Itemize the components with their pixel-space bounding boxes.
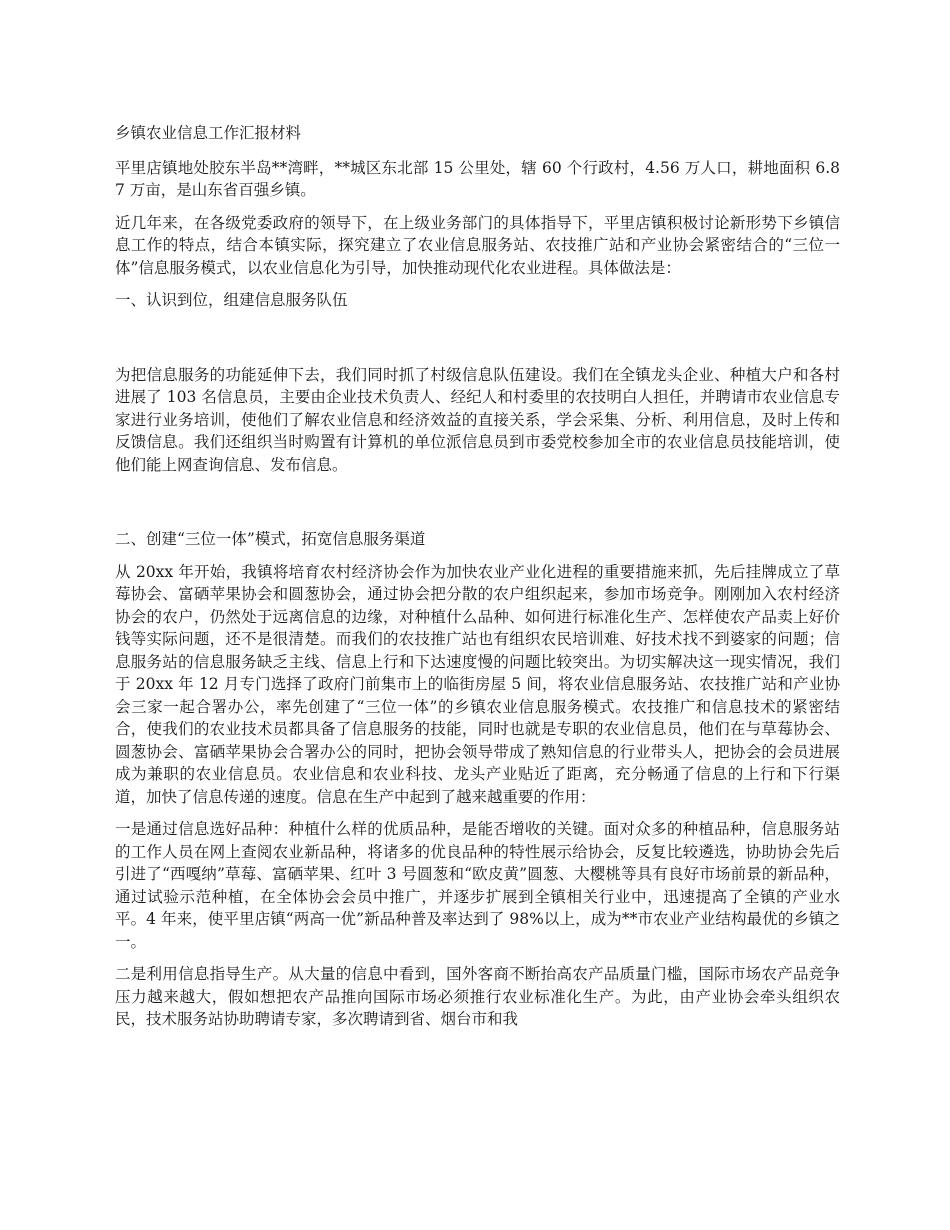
spacer bbox=[115, 486, 840, 528]
paragraph-select-varieties: 一是通过信息选好品种：种植什么样的优质品种，是能否增收的关键。面对众多的种植品种，信息服务站的工作人员在网上查阅农业新品种，将诸多的优良品种的特性展示给协会，反复比较遴选，协助协会先后引进了“西嘎纳”草莓、富硒苹果、红叶 3 号圆葱和“欧皮黄”圆葱、大樱桃等具有良好市场前景的新品种，通过试验示范种植，在全体协会会员中推广，并逐步扩展到全镇相关行业中，迅速提高了全镇的产业水平。4 年来，使平里店镇“两高一优”新品种普及率达到了 98%以上，成为**市农业产业结构最优的乡镇之一。 bbox=[115, 820, 840, 951]
paragraph-info-team: 为把信息服务的功能延伸下去，我们同时抓了村级信息队伍建设。我们在全镇龙头企业、种植大户和各村进展了 103 名信息员，主要由企业技术负责人、经纪人和村委里的农技明白人担任，并聘请市农业信息专家进行业务培训，使他们了解农业信息和经济效益的直接关系，学会采集、分析、利用信息，及时上传和反馈信息。我们还组织当时购置有计算机的单位派信息员到市委党校参加全市的农业信息员技能培训，使他们能上网查询信息、发布信息。 bbox=[115, 365, 840, 474]
paragraph-introduction: 近几年来，在各级党委政府的领导下，在上级业务部门的具体指导下，平里店镇积极讨论新形势下乡镇信息工作的特点，结合本镇实际，探究建立了农业信息服务站、农技推广站和产业协会紧密结合的“三位一体”信息服务模式，以农业信息化为引导，加快推动现代化农业进程。具体做法是： bbox=[115, 213, 840, 277]
paragraph-three-in-one: 从 20xx 年开始，我镇将培育农村经济协会作为加快农业产业化进程的重要措施来抓，先后挂牌成立了草莓协会、富硒苹果协会和圆葱协会，通过协会把分散的农户组织起来，参加市场竞争。刚刚加入农村经济协会的农户，仍然处于远离信息的边缘，对种植什么品种、如何进行标准化生产、怎样使农产品卖上好价钱等实际问题，还不是很清楚。而我们的农技推广站也有组织农民培训难、好技术找不到婆家的问题；信息服务站的信息服务缺乏主线、信息上行和下达速度慢的问题比较突出。为切实解决这一现实情况，我们于 20xx 年 12 月专门选择了政府门前集市上的临街房屋 5 间，将农业信息服务站、农技推广站和产业协会三家一起合署办公，率先创建了“三位一体”的乡镇农业信息服务模式。农技推广和信息技术的紧密结合，使我们的农业技术员都具备了信息服务的技能，同时也就是专职的农业信息员，他们在与草莓协会、圆葱协会、富硒苹果协会合署办公的同时，把协会领导带成了熟知信息的行业带头人，把协会的会员进展成为兼职的农业信息员。农业信息和农业科技、龙头产业贴近了距离，充分畅通了信息的上行和下行渠道，加快了信息传递的速度。信息在生产中起到了越来越重要的作用： bbox=[115, 562, 840, 806]
paragraph-location: 平里店镇地处胶东半岛**湾畔，**城区东北部 15 公里处，辖 60 个行政村，4.56 万人口，耕地面积 6.87 万亩，是山东省百强乡镇。 bbox=[115, 158, 840, 199]
document-page bbox=[115, 122, 840, 1041]
document-title: 乡镇农业信息工作汇报材料 bbox=[115, 124, 302, 142]
spacer bbox=[115, 322, 840, 364]
section-heading-2: 二、创建“三位一体”模式，拓宽信息服务渠道 bbox=[115, 530, 426, 548]
paragraph-guide-production: 二是利用信息指导生产。从大量的信息中看到，国外客商不断抬高农产品质量门槛，国际市场农产品竞争压力越来越大，假如想把农产品推向国际市场必须推行农业标准化生产。为此，由产业协会牵头组织农民，技术服务站协助聘请专家，多次聘请到省、烟台市和我 bbox=[115, 965, 840, 1028]
section-heading-1: 一、认识到位，组建信息服务队伍 bbox=[115, 291, 348, 309]
